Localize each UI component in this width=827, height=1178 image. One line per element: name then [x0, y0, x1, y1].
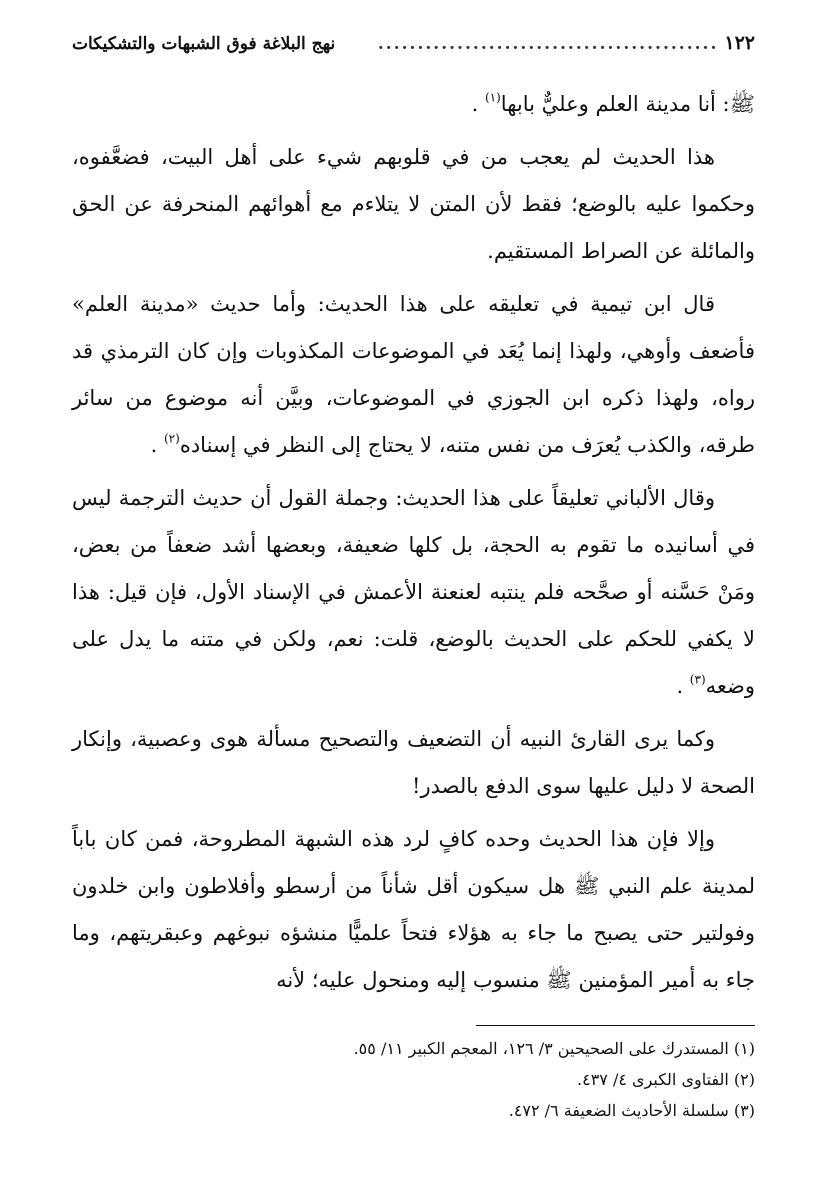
footnote-3: (٣) سلسلة الأحاديث الضعيفة ٦/ ٤٧٢.: [508, 1101, 755, 1120]
footnote-1: (١) المستدرك على الصحيحين ٣/ ١٢٦، المعجم الكبير ١١/ ٥٥.: [353, 1039, 755, 1058]
paragraph-3: قال ابن تيمية في تعليقه على هذا الحديث: وأما حديث «مدينة العلم» فأضعف وأوهي، ولهذا إنما يُعَد في الموضوعات المكذوبات وإن كان الترمذي قد رواه، ولهذا ذكره ابن الجوزي في الموضوعات، وبيَّن أنه موضوع من سائر طرقه، والكذب يُعرَف من نفس متنه، لا يحتاج إلى النظر في إسناده$^{(٢)}$ .: [72, 292, 755, 457]
footnote-ref-3: (٣): [689, 672, 706, 687]
footnote-divider: [476, 1025, 755, 1026]
body-text: [72, 81, 755, 1004]
footnotes: [72, 1025, 755, 1126]
paragraph-4: وقال الألباني تعليقاً على هذا الحديث: وجملة القول أن حديث الترجمة ليس في أسانيده ما تقوم به الحجة، بل كلها ضعيفة، وبعضها أشد ضعفاً من بعض، ومَنْ حَسَّنه أو صحَّحه فلم ينتبه لعنعنة الأعمش في الإسناد الأول، فإن قيل: هذا لا يكفي للحكم على الحديث بالوضع، قلت: نعم، ولكن في متنه ما يدل على وضعه$^{(٣)}$ .: [72, 486, 755, 698]
footnote-ref-1: (١): [484, 90, 501, 105]
running-header: [72, 28, 755, 59]
footnote-2: (٢) الفتاوى الكبرى ٤/ ٤٣٧.: [577, 1070, 755, 1089]
header-dot-leader: ...........................................: [377, 34, 719, 54]
paragraph-2: هذا الحديث لم يعجب من في قلوبهم شيء على أهل البيت، فضعَّفوه، وحكموا عليه بالوضع؛ فقط لأن المتن لا يتلاءم مع أهوائهم المنحرفة عن الحق والمائلة عن الصراط المستقيم.: [72, 145, 755, 263]
paragraph-6: وإلا فإن هذا الحديث وحده كافٍ لرد هذه الشبهة المطروحة، فمن كان باباً لمدينة علم النبي ﷺ هل سيكون أقل شأناً من أرسطو وأفلاطون وابن خلدون وفولتير حتى يصبح ما جاء به هؤلاء فتحاً علميًّا منشؤه نبوغهم وعبقريتهم، وما جاء به أمير المؤمنين ﷺ منسوب إليه ومنحول عليه؛ لأنه: [72, 827, 755, 992]
page-number: ١٢٢: [724, 32, 755, 54]
paragraph-5: وكما يرى القارئ النبيه أن التضعيف والتصحيح مسألة هوى وعصبية، وإنكار الصحة لا دليل عليها سوى الدفع بالصدر!: [72, 727, 755, 798]
paragraph-1: ﷺ: أنا مدينة العلم وعليٌّ بابها$^{(١)}$ .: [471, 90, 755, 116]
page: [72, 28, 755, 1010]
footnote-ref-2: (٢): [163, 431, 180, 446]
book-title: نهج البلاغة فوق الشبهات والتشكيكات: [72, 34, 336, 54]
